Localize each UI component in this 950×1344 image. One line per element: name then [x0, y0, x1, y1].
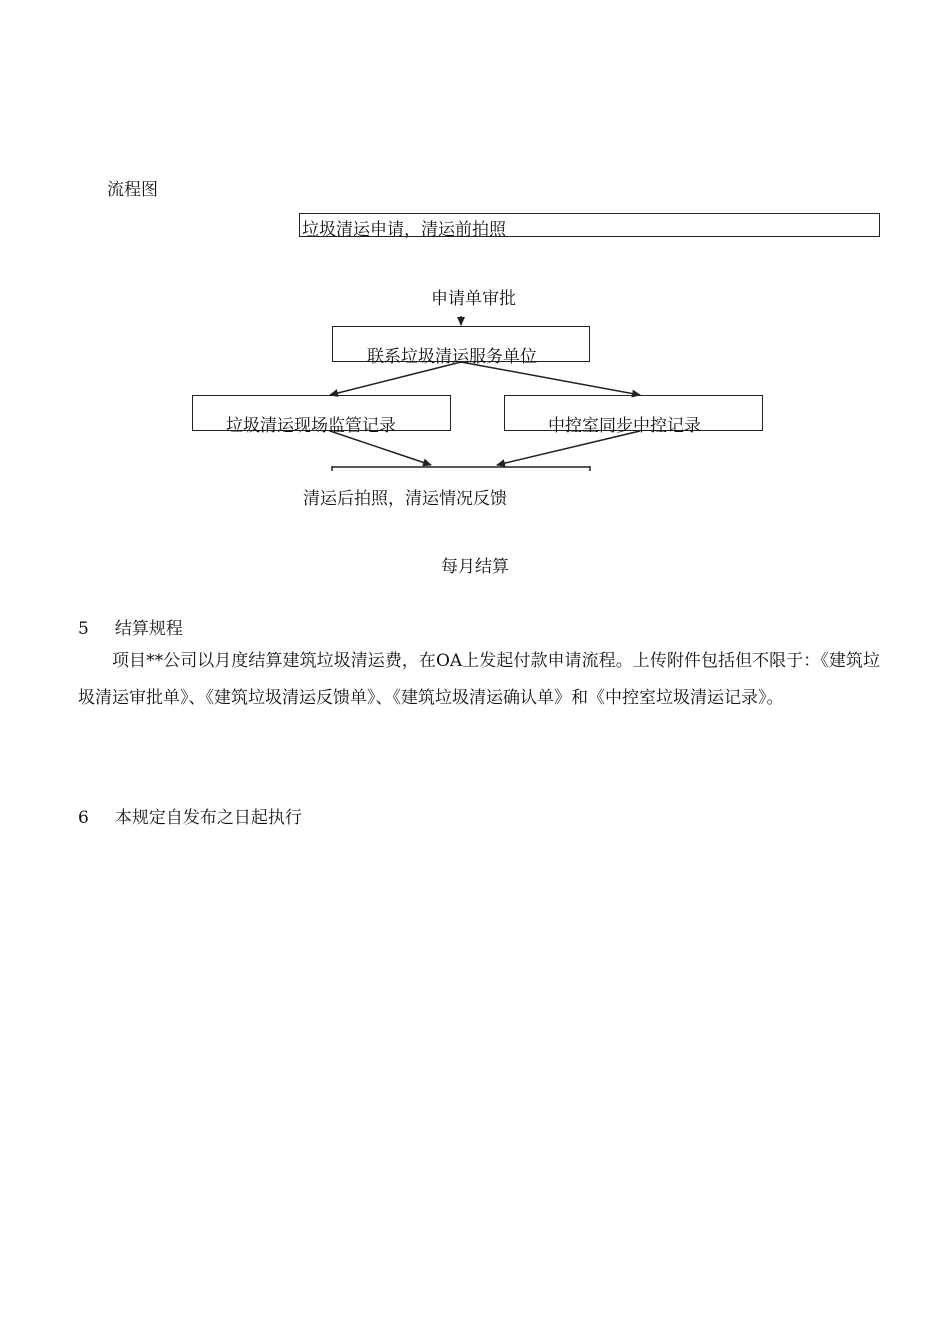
flow-box-contact-label: 联系垃圾清运服务单位: [367, 347, 537, 367]
section5-body: 项目**公司以月度结算建筑垃圾清运费，在OA上发起付款申请流程。上传附件包括但不限于：《建筑垃圾清运审批单》、《建筑垃圾清运反馈单》、《建筑垃圾清运确认单》和《中控室垃圾清运记录》。: [78, 651, 880, 708]
section6-title: 本规定自发布之日起执行: [114, 808, 302, 828]
flowchart-arrows: [0, 0, 950, 520]
flow-step-settle: 每月结算: [441, 557, 509, 577]
section5-number: 5: [78, 619, 89, 639]
section6-heading: [78, 803, 302, 828]
arrow-contact-to-control: [461, 362, 640, 395]
flow-box-control-record-label: 中控室同步中控记录: [548, 416, 701, 436]
arrow-site-to-merge: [330, 431, 431, 465]
section5-title: 结算规程: [114, 619, 183, 639]
arrow-contact-to-site: [330, 362, 461, 395]
flow-step-feedback: 清运后拍照，清运情况反馈: [303, 489, 507, 509]
section6-number: 6: [78, 808, 89, 828]
flow-box-site-record-label: 垃圾清运现场监管记录: [226, 416, 396, 436]
flowchart-heading: 流程图: [107, 180, 158, 200]
section5-heading: [78, 614, 183, 639]
flow-step-approve: 申请单审批: [431, 289, 516, 309]
arrow-control-to-merge: [497, 431, 640, 465]
flow-box-apply-label: 垃圾清运申请，清运前拍照: [302, 220, 506, 240]
